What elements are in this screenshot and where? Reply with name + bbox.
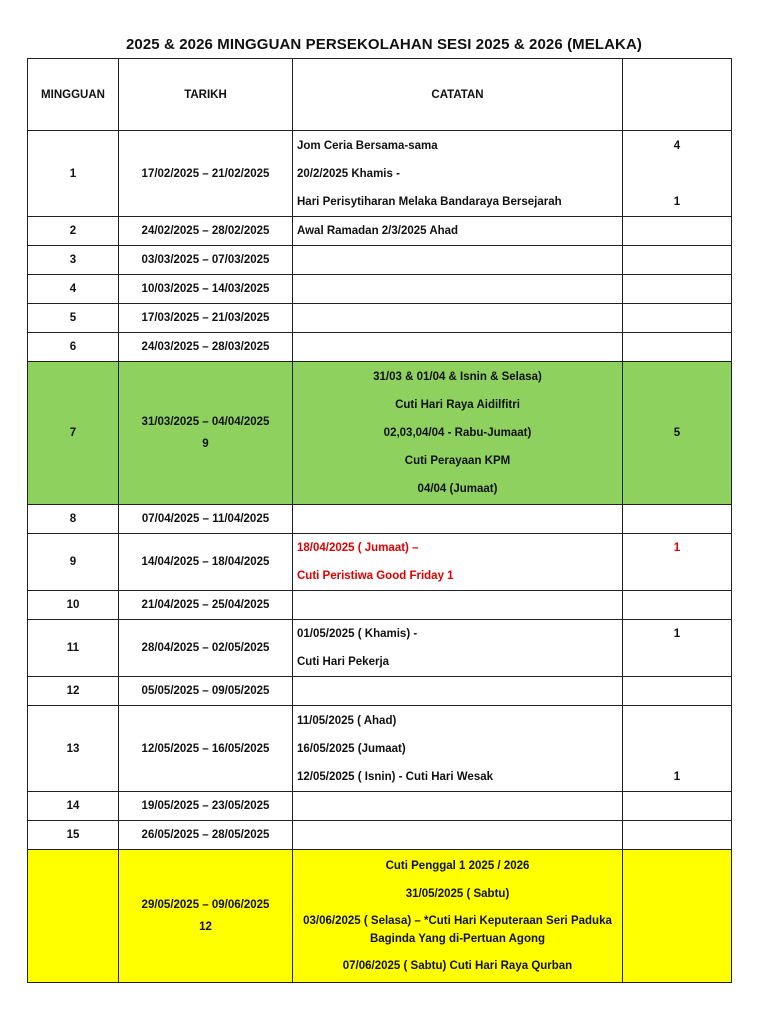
table-row (28, 677, 732, 706)
date-cell: 03/03/2025 – 07/03/2025 (119, 246, 293, 275)
note-line: Cuti Hari Pekerja (297, 656, 390, 668)
note-cell (293, 706, 623, 792)
count-value: 1 (673, 770, 681, 783)
count-cell (623, 620, 732, 677)
date-cell: 12/05/2025 – 16/05/2025 (119, 706, 293, 792)
week-cell: 2 (28, 217, 119, 246)
note-cell (293, 333, 623, 362)
week-cell: 6 (28, 333, 119, 362)
week-cell: 9 (28, 534, 119, 591)
date-sub: 12 (199, 921, 212, 933)
header-row (28, 59, 732, 131)
date-cell: 24/03/2025 – 28/03/2025 (119, 333, 293, 362)
count-value: 1 (673, 628, 681, 640)
count-cell (623, 246, 732, 275)
note-line: 31/05/2025 ( Sabtu) (405, 888, 510, 900)
note-cell (293, 850, 623, 983)
count-value: 1 (673, 542, 681, 554)
school-calendar-table (27, 58, 732, 983)
date-cell: 21/04/2025 – 25/04/2025 (119, 591, 293, 620)
date-cell (119, 362, 293, 505)
count-cell (623, 505, 732, 534)
note-cell (293, 620, 623, 677)
note-cell (293, 304, 623, 333)
table-row (28, 304, 732, 333)
count-cell (623, 591, 732, 620)
note-line: Cuti Penggal 1 2025 / 2026 (385, 860, 530, 872)
week-cell: 4 (28, 275, 119, 304)
count-value (627, 562, 727, 590)
table-row (28, 275, 732, 304)
table-row (28, 246, 732, 275)
week-cell: 3 (28, 246, 119, 275)
date-cell: 17/03/2025 – 21/03/2025 (119, 304, 293, 333)
date-sub: 9 (202, 438, 209, 450)
date-cell: 10/03/2025 – 14/03/2025 (119, 275, 293, 304)
note-cell (293, 362, 623, 505)
table-row-term-break (28, 850, 732, 983)
note-line: 12/05/2025 ( Isnin) - Cuti Hari Wesak (297, 770, 494, 783)
count-value: 1 (673, 195, 681, 208)
count-cell (623, 821, 732, 850)
count-cell (623, 275, 732, 304)
table-row (28, 333, 732, 362)
count-cell (623, 131, 732, 217)
table-row (28, 620, 732, 677)
week-cell (28, 850, 119, 983)
note-cell (293, 246, 623, 275)
date-cell: 19/05/2025 – 23/05/2025 (119, 792, 293, 821)
note-line: Cuti Peristiwa Good Friday 1 (297, 570, 454, 582)
note-cell: Awal Ramadan 2/3/2025 Ahad (293, 217, 623, 246)
count-cell (623, 850, 732, 983)
header-date: TARIKH (119, 59, 293, 131)
count-cell (623, 217, 732, 246)
count-value (627, 707, 727, 735)
count-cell (623, 677, 732, 706)
count-cell (623, 534, 732, 591)
note-line: 20/2/2025 Khamis - (297, 167, 400, 180)
note-line: Jom Ceria Bersama-sama (297, 139, 438, 152)
date-cell: 24/02/2025 – 28/02/2025 (119, 217, 293, 246)
note-cell (293, 275, 623, 304)
header-note: CATATAN (293, 59, 623, 131)
count-cell: 5 (623, 362, 732, 505)
header-week: MINGGUAN (28, 59, 119, 131)
note-line: 02,03,04/04 - Rabu-Jumaat) (383, 427, 532, 439)
week-cell: 1 (28, 131, 119, 217)
table-row-holiday (28, 362, 732, 505)
header-count (623, 59, 732, 131)
note-line: 11/05/2025 ( Ahad) (297, 714, 397, 727)
note-cell (293, 821, 623, 850)
note-cell (293, 677, 623, 706)
count-value (627, 648, 727, 676)
date-cell: 17/02/2025 – 21/02/2025 (119, 131, 293, 217)
week-cell: 12 (28, 677, 119, 706)
note-cell (293, 534, 623, 591)
week-cell: 13 (28, 706, 119, 792)
week-cell: 15 (28, 821, 119, 850)
date-cell: 05/05/2025 – 09/05/2025 (119, 677, 293, 706)
week-cell: 8 (28, 505, 119, 534)
count-value: 4 (673, 139, 681, 152)
table-row (28, 505, 732, 534)
date-range: 29/05/2025 – 09/06/2025 (141, 899, 270, 911)
table-row (28, 821, 732, 850)
page-title: 2025 & 2026 MINGGUAN PERSEKOLAHAN SESI 2025 & 2026 (MELAKA) (125, 36, 643, 53)
note-line: Cuti Perayaan KPM (404, 455, 511, 467)
note-line: 18/04/2025 ( Jumaat) – (297, 542, 419, 554)
date-cell: 26/05/2025 – 28/05/2025 (119, 821, 293, 850)
table-row (28, 792, 732, 821)
note-line: Hari Perisytiharan Melaka Bandaraya Bersejarah (297, 195, 562, 208)
week-cell: 7 (28, 362, 119, 505)
note-line: 07/06/2025 ( Sabtu) Cuti Hari Raya Qurban (342, 960, 573, 972)
note-cell (293, 591, 623, 620)
table-row (28, 591, 732, 620)
note-line: Cuti Hari Raya Aidilfitri (395, 399, 520, 411)
note-line: 04/04 (Jumaat) (417, 483, 498, 495)
date-range: 31/03/2025 – 04/04/2025 (141, 416, 270, 428)
note-line: 16/05/2025 (Jumaat) (297, 742, 406, 755)
week-cell: 10 (28, 591, 119, 620)
count-value (627, 160, 727, 188)
date-cell: 14/04/2025 – 18/04/2025 (119, 534, 293, 591)
date-cell: 07/04/2025 – 11/04/2025 (119, 505, 293, 534)
count-value (627, 735, 727, 763)
note-cell (293, 792, 623, 821)
week-cell: 14 (28, 792, 119, 821)
note-line: 31/03 & 01/04 & Isnin & Selasa) (373, 371, 542, 383)
table-row (28, 217, 732, 246)
note-line: 01/05/2025 ( Khamis) - (297, 628, 418, 640)
note-line: 03/06/2025 ( Selasa) – *Cuti Hari Keputeraan Seri Paduka Baginda Yang di-Pertuan Agong (303, 915, 612, 945)
week-cell: 5 (28, 304, 119, 333)
count-cell (623, 333, 732, 362)
date-cell: 28/04/2025 – 02/05/2025 (119, 620, 293, 677)
count-cell (623, 304, 732, 333)
count-cell (623, 706, 732, 792)
date-cell (119, 850, 293, 983)
table-row (28, 131, 732, 217)
note-cell (293, 505, 623, 534)
week-cell: 11 (28, 620, 119, 677)
table-row (28, 534, 732, 591)
table-row (28, 706, 732, 792)
note-cell (293, 131, 623, 217)
count-cell (623, 792, 732, 821)
